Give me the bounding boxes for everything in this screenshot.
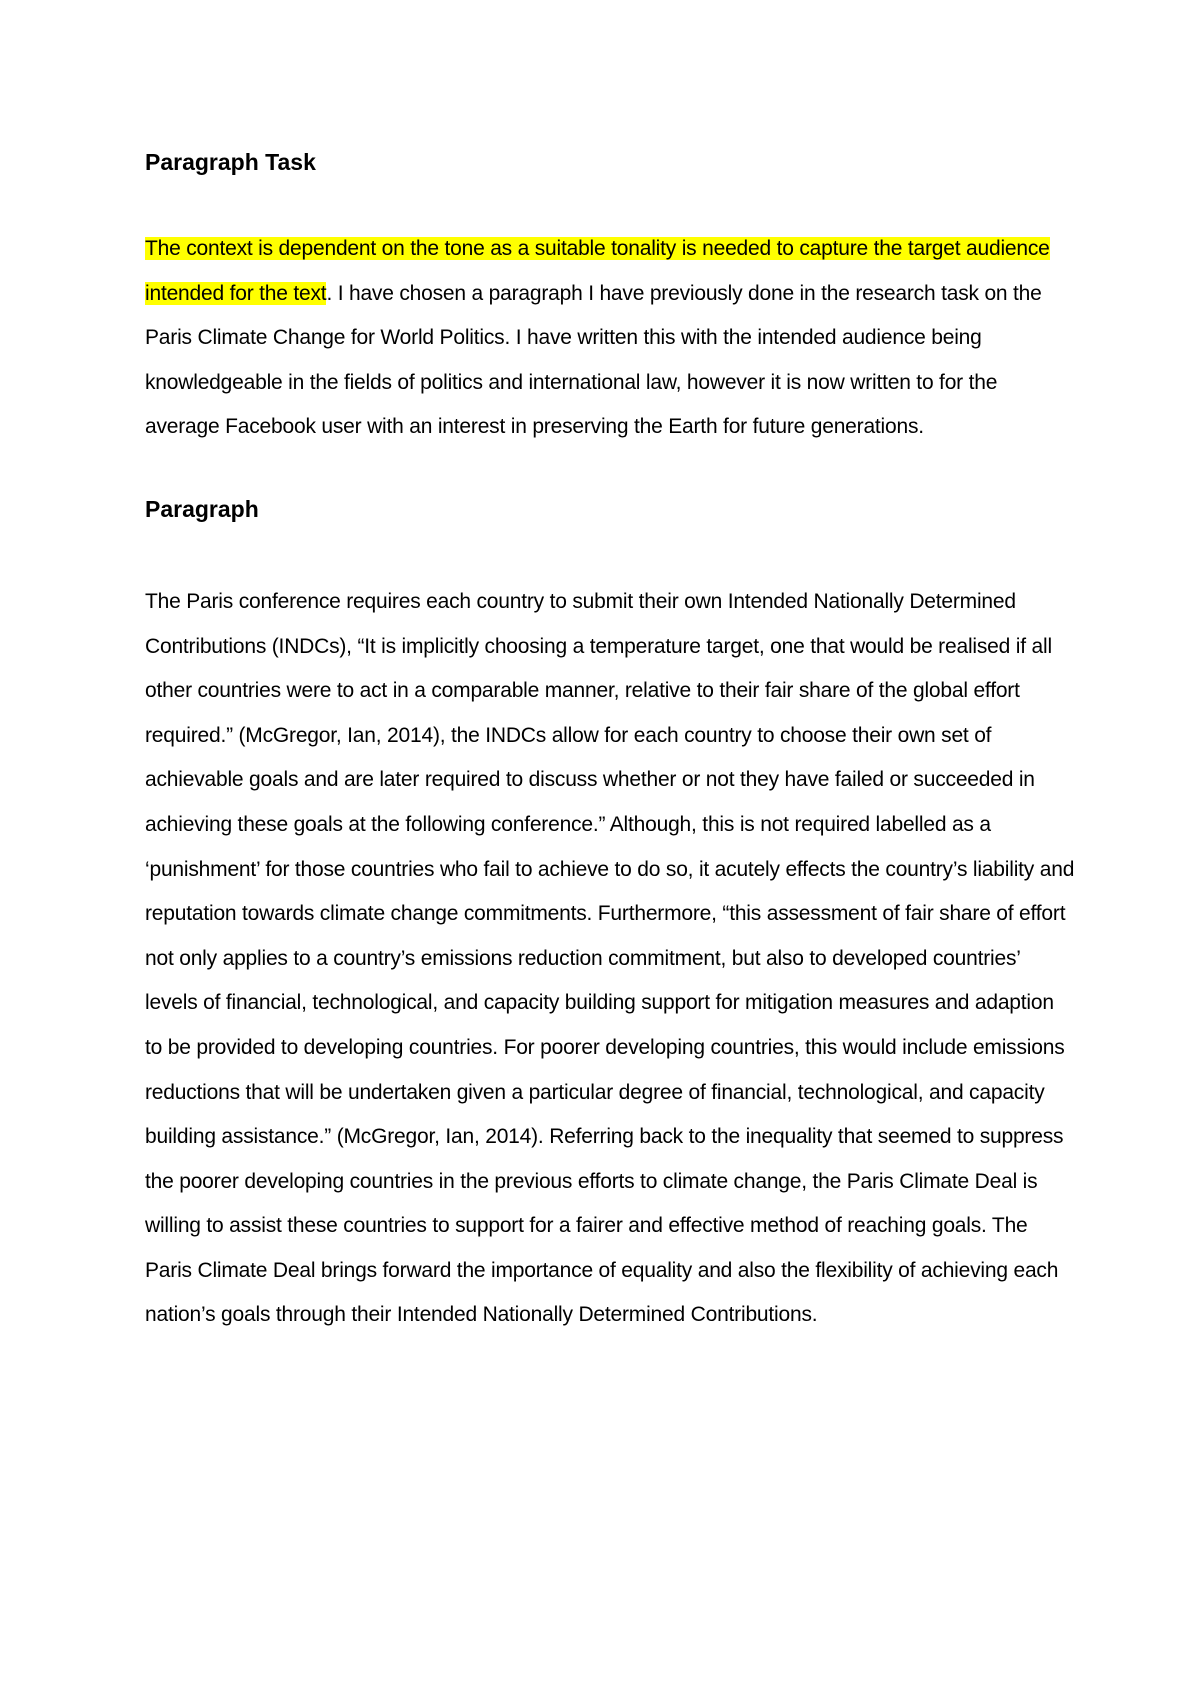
highlighted-text: The context is dependent on the tone as a suitable tonality is needed to capture the target audience intended for the text: [145, 237, 1050, 305]
task-paragraph: [145, 227, 1075, 450]
document-page: [145, 140, 1075, 1338]
task-heading: Paragraph Task: [145, 149, 316, 175]
paragraph-body: The Paris conference requires each country to submit their own Intended Nationally Determined Contributions (INDCs), “It is implicitly choosing a temperature target, one that would be realised if all other countries were to act in a comparable manner, relative to their fair share of the global effort required.” (McGregor, Ian, 2014), the INDCs allow for each country to choose their own set of achievable goals and are later required to discuss whether or not they have failed or succeeded in achieving these goals at the following conference.” Although, this is not required labelled as a ‘punishment’ for those countries who fail to achieve to do so, it acutely effects the country’s liability and reputation towards climate change commitments. Furthermore, “this assessment of fair share of effort not only applies to a country’s emissions reduction commitment, but also to developed countries’ levels of financial, technological, and capacity building support for mitigation measures and adaption to be provided to developing countries. For poorer developing countries, this would include emissions reductions that will be undertaken given a particular degree of financial, technological, and capacity building assistance.” (McGregor, Ian, 2014). Referring back to the inequality that seemed to suppress the poorer developing countries in the previous efforts to climate change, the Paris Climate Deal is willing to assist these countries to support for a fairer and effective method of reaching goals. The Paris Climate Deal brings forward the importance of equality and also the flexibility of achieving each nation’s goals through their Intended Nationally Determined Contributions.: [145, 589, 1075, 1327]
paragraph-heading: Paragraph: [145, 495, 259, 522]
task-body-text: . I have chosen a paragraph I have previously done in the research task on the Paris Climate Change for World Politics. I have written this with the intended audience being knowledgeable in the fields of politics and international law, however it is now written to for the average Facebook user with an interest in preserving the Earth for future generations.: [145, 281, 1042, 439]
